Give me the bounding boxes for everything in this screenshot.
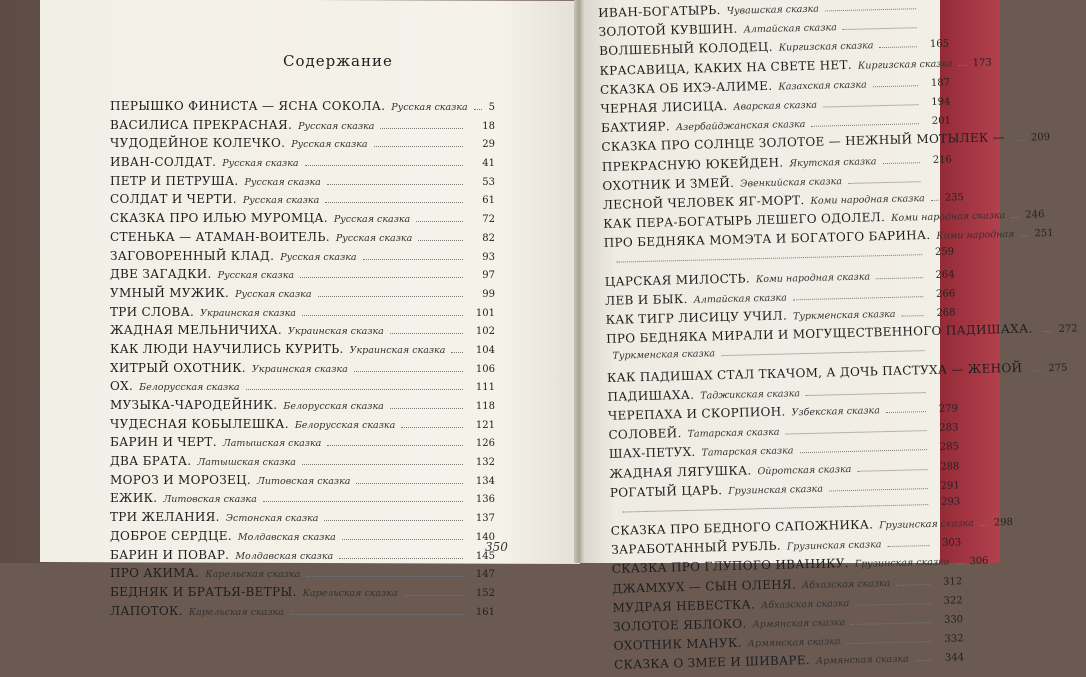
entry-origin: Белорусская сказка: [283, 401, 384, 412]
toc-entry: [110, 267, 495, 286]
entry-page-number: 344: [944, 652, 965, 665]
dot-leader: [324, 520, 463, 521]
entry-page-number: 145: [475, 550, 495, 562]
entry-page-number: 283: [939, 422, 959, 434]
entry-origin: Туркменская сказка: [792, 308, 896, 323]
entry-origin: Азербайджанская сказка: [675, 119, 806, 134]
entry-origin: Русская сказка: [298, 120, 375, 132]
entry-origin: Карельская сказка: [205, 569, 301, 581]
entry-origin: Аварская сказка: [733, 99, 818, 113]
entry-page-number: 121: [475, 419, 495, 431]
entry-origin: Белорусская сказка: [294, 419, 396, 431]
entry-page-number: 53: [482, 176, 495, 188]
entry-page-number: 216: [932, 153, 952, 166]
dot-leader: [829, 488, 928, 491]
entry-title: ЖАДНАЯ ЛЯГУШКА.: [609, 462, 752, 481]
toc-entry: [110, 566, 495, 585]
entry-origin: Ойротская сказка: [757, 463, 852, 477]
entry-origin: Коми народная сказка: [810, 192, 925, 207]
toc-entry: [110, 342, 495, 361]
entry-title: СКАЗКА ПРО БЕДНОГО САПОЖНИКА.: [610, 517, 874, 538]
toc-entry: [110, 585, 495, 604]
entry-title: ЗОЛОТОЙ КУВШИН.: [598, 21, 738, 40]
entry-origin: Карельская сказка: [302, 587, 398, 599]
entry-origin: Грузинская сказка: [786, 539, 882, 553]
entry-origin: Алтайская сказка: [743, 22, 837, 36]
entry-title: ХИТРЫЙ ОХОТНИК.: [110, 360, 246, 375]
entry-page-number: 161: [475, 606, 495, 618]
toc-entry: [110, 604, 495, 623]
entry-title: КАК ПАДИШАХ СТАЛ ТКАЧОМ, А ДОЧЬ ПАСТУХА — ЖЕНОЙ: [606, 360, 1023, 385]
entry-origin: Татарская сказка: [701, 445, 794, 459]
entry-origin: Алтайская сказка: [693, 292, 787, 306]
entry-page-number: 330: [943, 614, 964, 626]
entry-origin: Киргизская сказка: [778, 40, 874, 54]
entry-page-number: 97: [482, 270, 495, 282]
entry-page-number: 288: [940, 460, 960, 473]
entry-title: ПРО БЕДНЯКА МОМЭТА И БОГАТОГО БАРИНА.: [603, 228, 931, 251]
entry-origin: Узбекская сказка: [791, 405, 880, 419]
entry-origin: Латышская сказка: [222, 438, 322, 450]
dot-leader: [876, 277, 923, 279]
dot-leader: [622, 504, 928, 512]
entry-title: ДВА БРАТА.: [110, 454, 192, 469]
entry-origin: Татарская сказка: [687, 426, 780, 441]
entry-origin: Коми народная сказка: [891, 210, 1006, 224]
entry-title: СКАЗКА ОБ ИХЭ-АЛИМЕ.: [599, 78, 773, 97]
entry-page-number: 291: [940, 479, 960, 492]
entry-origin: Украинская сказка: [200, 307, 296, 319]
entry-origin: Киргизская сказка: [857, 57, 953, 72]
entry-origin: Эстонская сказка: [225, 513, 319, 525]
entry-title: УМНЫЙ МУЖИК.: [110, 285, 230, 300]
toc-entry: [110, 491, 495, 510]
toc-entry: [110, 174, 495, 193]
entry-title: ПЕТР И ПЕТРУША.: [110, 173, 239, 188]
dot-leader: [882, 162, 919, 164]
entry-origin: Абхазская сказка: [760, 597, 850, 612]
dot-leader: [902, 315, 924, 317]
toc-entry: [110, 435, 495, 454]
entry-origin: Русская сказка: [280, 251, 357, 263]
toc-entry: [110, 286, 495, 305]
dot-leader: [390, 408, 463, 409]
dot-leader: [305, 165, 463, 166]
entry-page-number: 72: [482, 214, 495, 226]
dot-leader: [793, 296, 923, 300]
entry-title: ДЖАМХУХ — СЫН ОЛЕНЯ.: [612, 576, 797, 596]
toc-entry: [110, 361, 495, 380]
entry-page-number: 298: [993, 517, 1014, 529]
dot-leader: [888, 545, 930, 547]
entry-title: БАРИН И ПОВАР.: [110, 547, 230, 562]
entry-title: КАК ПЕРА-БОГАТЫРЬ ЛЕШЕГО ОДОЛЕЛ.: [603, 210, 886, 231]
entry-title: ОХОТНИК И ЗМЕЙ.: [602, 175, 735, 193]
entry-page-number: 293: [940, 496, 961, 508]
entry-title: СОЛОВЕЙ.: [608, 426, 682, 442]
dot-leader: [800, 449, 927, 453]
entry-page-number: 332: [944, 633, 964, 645]
entry-page-number: 93: [482, 251, 495, 263]
entry-page-number: 272: [1058, 323, 1078, 336]
entry-page-number: 106: [475, 363, 495, 375]
entry-origin: Чувашская сказка: [726, 3, 820, 17]
entry-page-number: 134: [475, 475, 495, 487]
dot-leader: [300, 277, 463, 278]
entry-page-number: 165: [929, 38, 950, 51]
dot-leader: [843, 27, 917, 30]
entry-title: БАХТИЯР.: [600, 119, 671, 136]
entry-title: ВАСИЛИСА ПРЕКРАСНАЯ.: [110, 117, 293, 132]
dot-leader: [302, 464, 463, 465]
entry-page-number: 251: [1034, 228, 1054, 240]
entry-origin: Русская сказка: [391, 102, 468, 113]
entry-title: ПЕРЫШКО ФИНИСТА — ЯСНА СОКОЛА.: [110, 99, 386, 113]
entry-page-number: 173: [972, 56, 992, 69]
toc-entry: [110, 136, 495, 155]
entry-title: ТРИ СЛОВА.: [110, 304, 195, 319]
dot-leader: [363, 259, 463, 260]
dot-leader: [886, 411, 926, 413]
dot-leader: [931, 200, 939, 201]
dot-leader: [847, 641, 932, 644]
entry-title: СОЛДАТ И ЧЕРТИ.: [110, 192, 237, 207]
dot-leader: [851, 622, 931, 625]
entry-title: ЧЕРЕПАХА И СКОРПИОН.: [607, 404, 786, 423]
dot-leader: [915, 660, 932, 661]
entry-page-number: 104: [475, 344, 495, 356]
dot-leader: [356, 483, 463, 484]
toc-entry: [110, 323, 495, 342]
entry-origin: Латышская сказка: [197, 457, 296, 469]
dot-leader: [404, 595, 463, 596]
dot-leader: [263, 501, 463, 502]
entry-page-number: 194: [931, 96, 951, 108]
entry-page-number: [923, 28, 949, 29]
toc-right-column: [598, 0, 1078, 677]
entry-page-number: 259: [934, 246, 955, 259]
entry-origin: Грузинская сказка: [854, 557, 950, 571]
entry-page-number: 137: [475, 513, 495, 525]
dot-leader: [416, 221, 463, 222]
dot-leader: [246, 389, 463, 390]
entry-title: ВОЛШЕБНЫЙ КОЛОДЕЦ.: [598, 40, 773, 59]
entry-title: ЧУДЕСНАЯ КОБЫЛЕШКА.: [110, 416, 289, 431]
entry-title: СКАЗКА ПРО СОЛНЦЕ ЗОЛОТОЕ — НЕЖНЫЙ МОТЫЛЕК —: [601, 130, 1006, 155]
entry-title: ЕЖИК.: [110, 491, 158, 506]
entry-title: ЛАПОТОК.: [110, 603, 183, 618]
entry-title: ПРО БЕДНЯКА МИРАЛИ И МОГУЩЕСТВЕННОГО ПАДИШАХА.: [605, 321, 1033, 347]
entry-title: ПРЕКРАСНУЮ ЮКЕЙДЕН.: [601, 155, 784, 174]
entry-title: БАРИН И ЧЕРТ.: [110, 435, 217, 450]
dot-leader: [1020, 236, 1028, 237]
dot-leader: [811, 123, 919, 127]
page-number: 350: [485, 540, 508, 554]
dot-leader: [1034, 370, 1042, 371]
dot-leader: [857, 469, 927, 472]
entry-page-number: 201: [931, 115, 952, 128]
entry-title: ШАХ-ПЕТУХ.: [608, 445, 696, 462]
dot-leader: [980, 525, 988, 526]
entry-page-number: 29: [482, 139, 495, 151]
dot-leader: [855, 603, 930, 606]
entry-title: ЛЕВ И БЫК.: [605, 291, 688, 308]
dot-leader: [327, 184, 463, 185]
entry-page-number: 152: [475, 587, 495, 599]
entry-page-number: 18: [482, 120, 495, 132]
toc-left-column: [110, 99, 495, 622]
entry-page-number: 99: [482, 288, 495, 300]
entry-title: ЗАГОВОРЕННЫЙ КЛАД.: [110, 248, 275, 263]
entry-title: МУДРАЯ НЕВЕСТКА.: [612, 597, 756, 615]
entry-origin: Абхазская сказка: [801, 577, 891, 591]
entry-title: СКАЗКА ПРО ГЛУПОГО ИВАНИКУ.: [611, 556, 849, 577]
dot-leader: [1045, 331, 1053, 332]
entry-origin: Коми народная: [936, 229, 1015, 243]
entry-page-number: [932, 392, 958, 393]
toc-entry: [110, 230, 495, 249]
dot-leader: [339, 558, 463, 559]
dot-leader: [1011, 217, 1019, 218]
contents-heading: Содержание: [283, 52, 393, 70]
dot-leader: [786, 430, 927, 434]
dot-leader: [374, 146, 463, 147]
entry-page-number: 82: [482, 232, 495, 244]
dot-leader: [380, 128, 463, 129]
entry-title: РОГАТЫЙ ЦАРЬ.: [609, 482, 723, 500]
entry-page-number: 132: [475, 457, 495, 469]
entry-page-number: 187: [930, 77, 951, 89]
entry-page-number: [922, 8, 948, 9]
book-gutter: [574, 0, 584, 563]
entry-origin: Армянская сказка: [815, 653, 909, 668]
entry-page-number: 279: [938, 403, 959, 415]
entry-page-number: 246: [1025, 209, 1045, 221]
entry-page-number: [926, 181, 952, 182]
entry-title: КАК ТИГР ЛИСИЦУ УЧИЛ.: [605, 308, 788, 327]
entry-title: КАК ЛЮДИ НАУЧИЛИСЬ КУРИТЬ.: [110, 341, 344, 356]
entry-page-number: 101: [475, 307, 495, 319]
dot-leader: [873, 85, 918, 87]
toc-entry: [110, 529, 495, 548]
entry-title: СКАЗКА ПРО ИЛЬЮ МУРОМЦА.: [110, 211, 328, 226]
entry-title: ЗОЛОТОЕ ЯБЛОКО.: [613, 616, 747, 634]
dot-leader: [896, 584, 930, 586]
entry-title: ТРИ ЖЕЛАНИЯ.: [110, 510, 220, 525]
dot-leader: [616, 255, 922, 263]
dot-leader: [823, 104, 918, 107]
entry-page-number: 275: [1048, 362, 1068, 374]
entry-title: МОРОЗ И МОРОЗЕЦ.: [110, 472, 251, 487]
entry-title: ОХОТНИК МАНУК.: [613, 635, 742, 653]
dot-leader: [848, 181, 920, 184]
entry-page-number: 118: [475, 401, 495, 412]
entry-origin: Армянская сказка: [747, 636, 841, 650]
entry-page-number: 285: [939, 441, 960, 454]
entry-page-number: 306: [969, 556, 989, 568]
entry-title: БЕДНЯК И БРАТЬЯ-ВЕТРЫ.: [110, 584, 297, 599]
entry-origin: Белорусская сказка: [139, 382, 240, 394]
entry-title: ИВАН-СОЛДАТ.: [110, 155, 217, 170]
entry-origin: Коми народная сказка: [755, 271, 871, 285]
dot-leader: [354, 371, 463, 372]
entry-title: МУЗЫКА-ЧАРОДЕЙНИК.: [110, 398, 278, 412]
dot-leader: [721, 351, 924, 357]
entry-title: СКАЗКА О ЗМЕЕ И ШИВАРЕ.: [613, 653, 811, 673]
toc-entry: [110, 548, 495, 567]
dot-leader: [1017, 140, 1025, 141]
entry-origin: Русская сказка: [235, 288, 312, 300]
dot-leader: [401, 427, 463, 428]
dot-leader: [955, 564, 963, 565]
dot-leader: [418, 240, 463, 241]
entry-origin: Русская сказка: [333, 214, 411, 226]
toc-entry: [110, 192, 495, 211]
entry-origin: Молдавская сказка: [235, 550, 334, 562]
toc-entry: [110, 211, 495, 230]
entry-origin: Эвенкийская сказка: [740, 175, 843, 190]
entry-page-number: 266: [935, 288, 956, 300]
toc-entry: [110, 118, 495, 137]
entry-origin: Карельская сказка: [188, 606, 284, 618]
entry-origin: Русская сказка: [242, 195, 320, 207]
entry-origin: Грузинская сказка: [728, 483, 824, 497]
toc-entry: [110, 473, 495, 492]
toc-entry: [110, 398, 495, 417]
dot-leader: [327, 445, 463, 446]
entry-origin: Украинская сказка: [251, 363, 348, 375]
dot-leader: [806, 392, 926, 396]
entry-origin: Русская сказка: [335, 232, 413, 244]
entry-title: ЗАРАБОТАННЫЙ РУБЛЬ.: [611, 538, 782, 558]
entry-origin: Молдавская сказка: [237, 531, 336, 543]
toc-entry: [110, 417, 495, 436]
entry-page-number: 126: [475, 438, 495, 450]
entry-page-number: 268: [936, 307, 956, 319]
entry-title: ПРО АКИМА.: [110, 566, 200, 581]
entry-title: ДОБРОЕ СЕРДЦЕ.: [110, 528, 232, 543]
entry-origin: Русская сказка: [244, 176, 321, 188]
toc-entry: [110, 305, 495, 324]
dot-leader: [318, 296, 464, 297]
toc-entry: [110, 510, 495, 529]
entry-origin: Армянская сказка: [752, 617, 846, 631]
entry-page-number: 303: [942, 537, 962, 550]
toc-entry: [110, 249, 495, 268]
entry-title: СТЕНЬКА — АТАМАН-ВОИТЕЛЬ.: [110, 229, 330, 244]
entry-title: ЛЕСНОЙ ЧЕЛОВЕК ЯГ-МОРТ.: [602, 192, 805, 212]
entry-origin: Казахская сказка: [778, 79, 867, 93]
entry-origin: Украинская сказка: [288, 326, 384, 338]
dot-leader: [390, 333, 463, 334]
dot-leader: [959, 65, 967, 66]
entry-title: ИВАН-БОГАТЫРЬ.: [598, 3, 721, 20]
dot-leader: [306, 576, 463, 577]
entry-origin: Якутская сказка: [789, 155, 877, 169]
toc-entry: [110, 99, 495, 118]
entry-title: ДВЕ ЗАГАДКИ.: [110, 267, 212, 282]
entry-origin: Русская сказка: [291, 139, 368, 151]
entry-page-number: 102: [475, 326, 495, 338]
toc-entry: [110, 379, 495, 398]
dot-leader: [302, 315, 463, 316]
entry-title: ЧУДОДЕЙНОЕ КОЛЕЧКО.: [110, 136, 286, 151]
entry-title: ЧЕРНАЯ ЛИСИЦА.: [600, 98, 728, 116]
entry-origin: Грузинская сказка: [879, 518, 975, 532]
dot-leader: [451, 352, 463, 353]
entry-page-number: 140: [475, 531, 495, 543]
entry-origin: Русская сказка: [217, 270, 295, 282]
entry-title: КРАСАВИЦА, КАКИХ НА СВЕТЕ НЕТ.: [599, 57, 853, 78]
entry-page-number: 5: [488, 102, 495, 113]
entry-page-number: 61: [482, 195, 495, 207]
entry-origin: Таджикская сказка: [700, 387, 801, 402]
entry-title: ЖАДНАЯ МЕЛЬНИЧИХА.: [110, 323, 283, 338]
entry-page-number: 209: [1030, 132, 1051, 144]
dot-leader: [880, 47, 918, 49]
dot-leader: [325, 202, 463, 203]
entry-page-number: 312: [942, 575, 963, 588]
entry-page-number: 136: [475, 494, 495, 506]
dot-leader: [825, 8, 916, 11]
entry-title: ПАДИШАХА.: [607, 387, 695, 404]
entry-origin: Литовская сказка: [256, 475, 351, 487]
toc-entry: [110, 155, 495, 174]
entry-page-number: 147: [475, 569, 495, 581]
entry-page-number: 111: [475, 382, 495, 394]
entry-origin: Литовская сказка: [163, 494, 257, 506]
entry-page-number: 264: [935, 268, 955, 281]
entry-title: ЦАРСКАЯ МИЛОСТЬ.: [604, 270, 751, 289]
entry-origin: Русская сказка: [222, 158, 299, 170]
entry-page-number: 322: [943, 595, 963, 607]
entry-page-number: [931, 351, 957, 352]
entry-origin: Туркменская сказка: [612, 348, 716, 363]
toc-entry: [110, 454, 495, 473]
dot-leader: [474, 109, 482, 110]
entry-page-number: 41: [482, 158, 495, 170]
entry-title: ОХ.: [110, 379, 134, 394]
dot-leader: [290, 614, 463, 615]
entry-page-number: 235: [944, 191, 964, 204]
dot-leader: [342, 539, 463, 540]
entry-origin: Украинская сказка: [349, 344, 446, 356]
